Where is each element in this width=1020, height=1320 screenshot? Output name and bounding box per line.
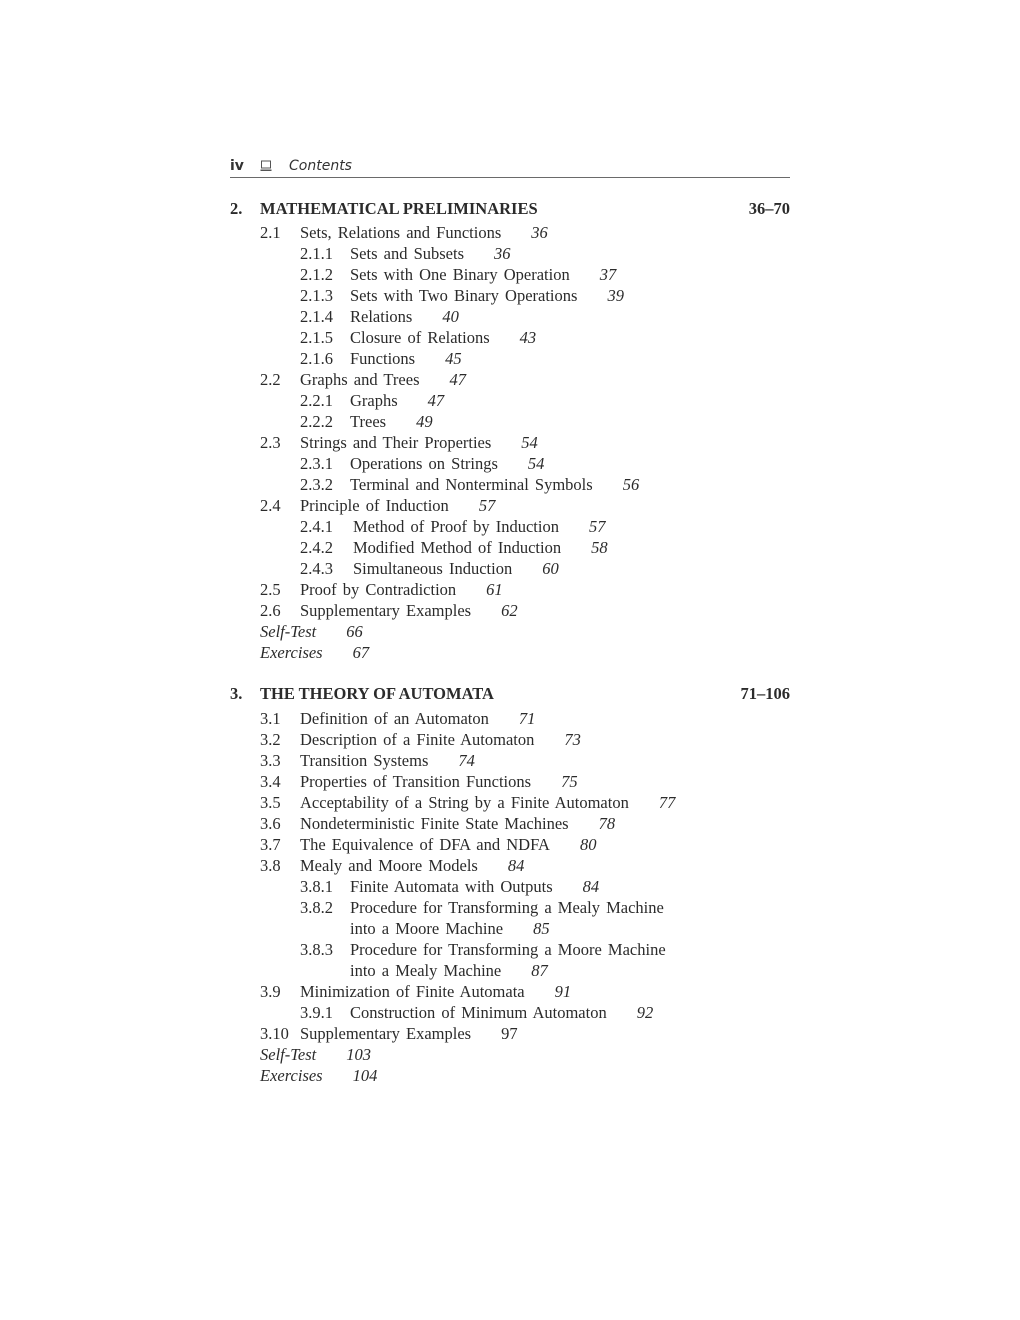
section-number: 3.2 (260, 730, 281, 749)
section-title: Definition of an Automaton (300, 709, 489, 728)
toc-entry-continuation[interactable] (350, 918, 550, 939)
toc-entry[interactable] (300, 411, 433, 432)
page-number: 87 (531, 961, 548, 980)
section-title: Properties of Transition Functions (300, 772, 532, 791)
running-head-title: Contents (289, 158, 352, 174)
section-title: Procedure for Transforming a Mealy Machine (350, 898, 664, 917)
section-number: 2.1.3 (300, 286, 333, 305)
chapter-page-range: 71–106 (740, 684, 790, 703)
section-number: 2.3 (260, 433, 281, 452)
page-number: 61 (486, 580, 503, 599)
section-number: 2.1 (260, 223, 281, 242)
section-title: Transition Systems (300, 751, 429, 770)
toc-entry[interactable] (300, 453, 544, 474)
toc-entry[interactable] (260, 222, 548, 243)
section-title: Strings and Their Properties (300, 433, 492, 452)
page-number: 47 (427, 391, 445, 410)
section-number: 2.1.2 (300, 265, 333, 284)
section-number: 3.4 (260, 772, 281, 791)
section-number: 2.4.3 (300, 559, 333, 578)
section-number: 3.8 (260, 856, 281, 875)
section-number: 3.8.1 (300, 877, 333, 896)
section-number: 2.2.1 (300, 391, 333, 410)
toc-entry-continuation[interactable] (350, 960, 548, 981)
toc-entry[interactable] (260, 981, 571, 1002)
page-number: 74 (458, 751, 475, 770)
section-title: Relations (350, 307, 413, 326)
toc-entry[interactable] (260, 750, 475, 771)
page-number: 54 (527, 454, 545, 473)
section-title-continuation: into a Moore Machine (350, 919, 504, 938)
section-title: Acceptability of a String by a Finite Automaton (300, 793, 629, 812)
chapter-number: 2. (230, 199, 243, 218)
computer-icon (260, 160, 272, 172)
toc-entry-exercises[interactable] (260, 642, 369, 663)
toc-entry[interactable] (260, 369, 466, 390)
toc-entry-self-test[interactable] (260, 1044, 371, 1065)
toc-entry[interactable] (300, 327, 536, 348)
chapter-number: 3. (230, 684, 243, 703)
page-number: 57 (478, 496, 496, 515)
section-title: Finite Automata with Outputs (350, 877, 553, 896)
toc-entry[interactable] (260, 729, 581, 750)
toc-entry[interactable] (300, 348, 462, 369)
page-number: 66 (346, 622, 363, 641)
section-title: Graphs and Trees (300, 370, 420, 389)
page-number: 92 (636, 1003, 654, 1022)
page-number: 103 (346, 1045, 371, 1064)
section-title: Procedure for Transforming a Moore Machine (350, 940, 666, 959)
toc-entry-exercises[interactable] (260, 1065, 377, 1086)
page-number: 45 (445, 349, 462, 368)
page-number: 60 (542, 559, 559, 578)
section-title-continuation: into a Mealy Machine (350, 961, 502, 980)
page-number: 62 (501, 601, 518, 620)
page-number: 75 (561, 772, 578, 791)
toc-entry[interactable] (260, 834, 596, 855)
section-number: 3.9 (260, 982, 281, 1001)
section-title: Self-Test (260, 1045, 317, 1064)
section-title: Sets with Two Binary Operations (350, 286, 578, 305)
section-title: Trees (350, 412, 387, 431)
toc-entry[interactable] (260, 1023, 518, 1044)
section-title: Closure of Relations (350, 328, 490, 347)
page-number: 43 (519, 328, 537, 347)
section-title: Nondeterministic Finite State Machines (300, 814, 569, 833)
section-number: 2.4 (260, 496, 281, 515)
section-number: 3.3 (260, 751, 281, 770)
page-number: 104 (352, 1066, 378, 1085)
chapter-title: MATHEMATICAL PRELIMINARIES (260, 199, 538, 218)
section-title: Proof by Contradiction (300, 580, 457, 599)
section-number: 2.2 (260, 370, 281, 389)
section-number: 2.3.1 (300, 454, 333, 473)
toc-entry[interactable] (260, 600, 518, 621)
page-number: 47 (449, 370, 466, 389)
section-title: Operations on Strings (350, 454, 498, 473)
toc-entry[interactable] (300, 474, 639, 495)
chapter-page-range: 36–70 (748, 199, 790, 218)
section-title: Exercises (260, 1066, 323, 1085)
toc-entry[interactable] (300, 306, 459, 327)
page-number: 56 (622, 475, 640, 494)
toc-entry[interactable] (260, 432, 538, 453)
page-number: 73 (564, 730, 581, 749)
page-number: 39 (607, 286, 624, 305)
page-number: 36 (494, 244, 511, 263)
section-title: Functions (350, 349, 416, 368)
page-number: 84 (507, 856, 525, 875)
section-title: Terminal and Nonterminal Symbols (350, 475, 593, 494)
chapter-heading[interactable] (230, 683, 790, 704)
toc-entry[interactable] (300, 1002, 653, 1023)
section-number: 2.3.2 (300, 475, 333, 494)
page-number: 77 (658, 793, 676, 812)
toc-entry[interactable] (260, 855, 524, 876)
section-number: 2.1.5 (300, 328, 333, 347)
toc-entry[interactable] (260, 813, 615, 834)
page-number: 78 (598, 814, 616, 833)
toc-entry[interactable] (300, 243, 511, 264)
section-number: 3.9.1 (300, 1003, 333, 1022)
section-title: Graphs (350, 391, 398, 410)
toc-entry-self-test[interactable] (260, 621, 363, 642)
toc-entry[interactable] (300, 897, 664, 918)
section-number: 2.6 (260, 601, 281, 620)
page-number: 54 (521, 433, 538, 452)
section-number: 2.1.1 (300, 244, 333, 263)
section-number: 3.1 (260, 709, 281, 728)
toc-entry[interactable] (300, 516, 605, 537)
page-number: 40 (442, 307, 459, 326)
section-title: Sets and Subsets (350, 244, 465, 263)
page-number: 84 (582, 877, 600, 896)
toc-entry[interactable] (300, 390, 444, 411)
section-title: Sets, Relations and Functions (300, 223, 502, 242)
section-number: 2.4.1 (300, 517, 333, 536)
toc-entry[interactable] (260, 579, 503, 600)
page-number: 91 (554, 982, 572, 1001)
toc-entry[interactable] (300, 264, 616, 285)
section-title: Minimization of Finite Automata (300, 982, 525, 1001)
page-number: 57 (588, 517, 606, 536)
section-number: 3.5 (260, 793, 281, 812)
page-folio: iv (230, 158, 244, 174)
section-number: 2.5 (260, 580, 281, 599)
toc-entry[interactable] (300, 558, 559, 579)
section-title: Exercises (260, 643, 323, 662)
section-number: 3.10 (260, 1024, 289, 1043)
section-title: Mealy and Moore Models (300, 856, 478, 875)
running-head (230, 157, 790, 178)
section-title: Modified Method of Induction (353, 538, 562, 557)
section-title: Principle of Induction (300, 496, 449, 515)
chapter-title: THE THEORY OF AUTOMATA (260, 684, 494, 703)
section-number: 2.1.4 (300, 307, 333, 326)
section-title: Supplementary Examples (300, 1024, 472, 1043)
section-number: 2.2.2 (300, 412, 333, 431)
page-number: 97 (501, 1024, 518, 1043)
section-title: Self-Test (260, 622, 317, 641)
page-number: 67 (352, 643, 370, 662)
section-number: 3.6 (260, 814, 281, 833)
section-title: Construction of Minimum Automaton (350, 1003, 607, 1022)
page-number: 58 (591, 538, 608, 557)
section-title: Method of Proof by Induction (353, 517, 559, 536)
toc-entry[interactable] (300, 939, 666, 960)
toc-entry[interactable] (300, 876, 599, 897)
toc-entry[interactable] (260, 771, 578, 792)
section-number: 2.4.2 (300, 538, 333, 557)
section-number: 3.8.2 (300, 898, 333, 917)
section-title: The Equivalence of DFA and NDFA (300, 835, 550, 854)
toc-entry[interactable] (260, 495, 495, 516)
page-number: 85 (533, 919, 550, 938)
toc-entry[interactable] (300, 537, 608, 558)
page-number: 37 (599, 265, 617, 284)
chapter-heading[interactable] (230, 198, 790, 219)
section-title: Description of a Finite Automaton (300, 730, 535, 749)
section-title: Supplementary Examples (300, 601, 472, 620)
section-title: Simultaneous Induction (353, 559, 513, 578)
section-number: 3.7 (260, 835, 281, 854)
toc-entry[interactable] (260, 792, 675, 813)
page-number: 80 (579, 835, 597, 854)
page-number: 71 (518, 709, 536, 728)
section-title: Sets with One Binary Operation (350, 265, 570, 284)
toc-entry[interactable] (260, 708, 535, 729)
toc-entry[interactable] (300, 285, 624, 306)
section-number: 3.8.3 (300, 940, 333, 959)
page-number: 49 (416, 412, 433, 431)
section-number: 2.1.6 (300, 349, 333, 368)
page-number: 36 (531, 223, 548, 242)
